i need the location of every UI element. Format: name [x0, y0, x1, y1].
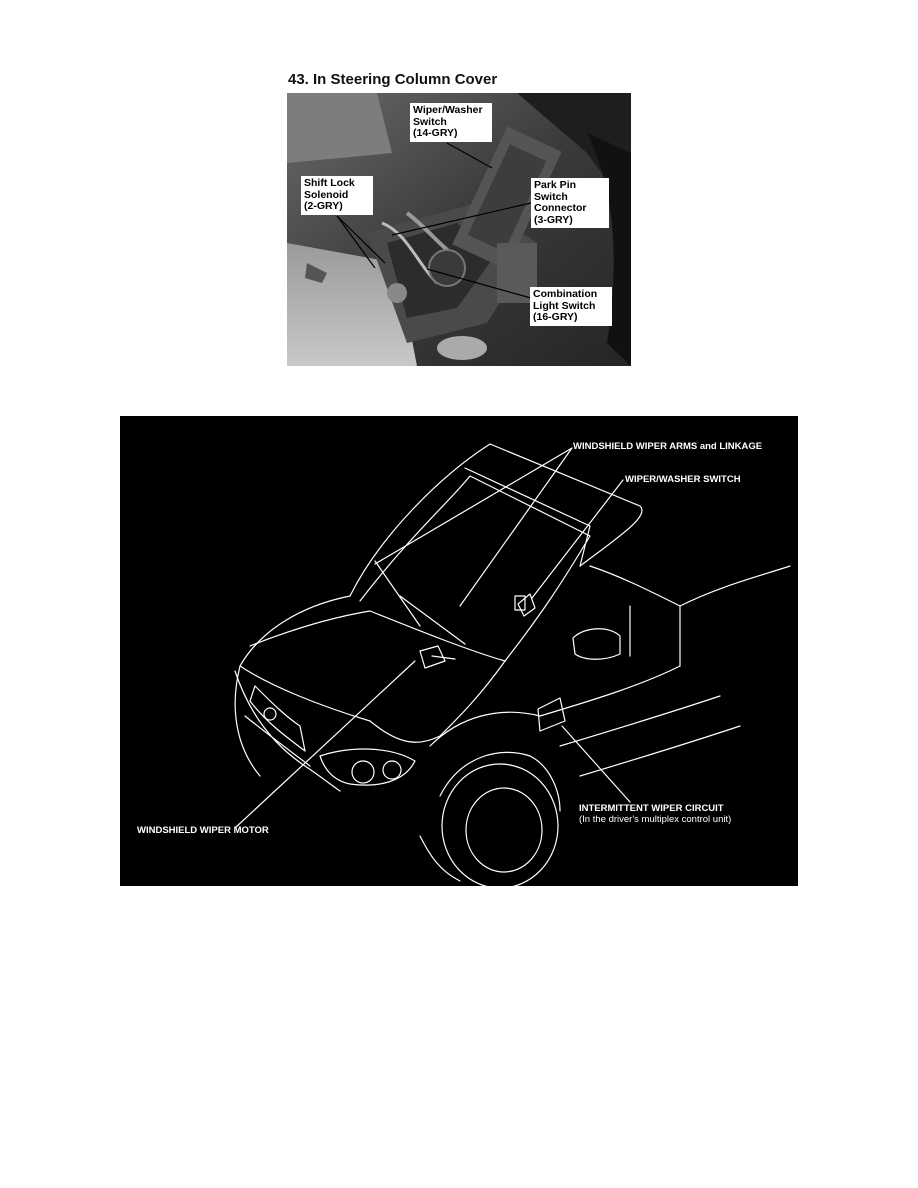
label-shift-lock-solenoid: Shift Lock Solenoid (2-GRY) [301, 176, 373, 215]
label-combination-light-switch: Combination Light Switch (16-GRY) [530, 287, 612, 326]
intermittent-circuit-note: (In the driver's multiplex control unit) [579, 814, 732, 825]
wiper-system-illustration [120, 416, 798, 886]
label-wiper-washer-switch-illus: WIPER/WASHER SWITCH [625, 474, 741, 485]
steering-column-photo [287, 93, 631, 366]
label-wiper-washer-switch: Wiper/Washer Switch (14-GRY) [410, 103, 492, 142]
label-wiper-motor: WINDSHIELD WIPER MOTOR [137, 825, 269, 836]
figure-title: 43. In Steering Column Cover [288, 71, 498, 88]
label-wiper-arms-linkage: WINDSHIELD WIPER ARMS and LINKAGE [573, 441, 763, 452]
intermittent-circuit-title: INTERMITTENT WIPER CIRCUIT [579, 803, 724, 814]
label-intermittent-wiper-circuit [579, 803, 731, 825]
label-park-pin-switch: Park Pin Switch Connector (3-GRY) [531, 178, 609, 228]
